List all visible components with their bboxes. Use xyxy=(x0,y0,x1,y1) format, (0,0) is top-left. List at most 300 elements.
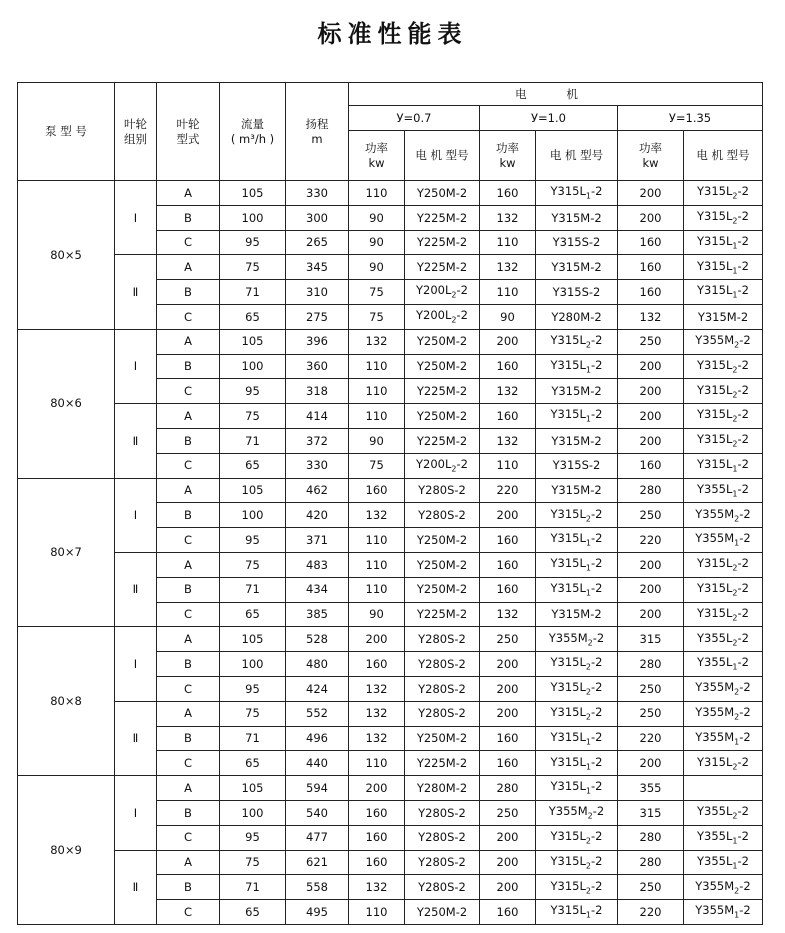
table-cell: 250 xyxy=(618,676,684,701)
table-cell: 160 xyxy=(618,255,684,280)
table-cell: 160 xyxy=(480,552,536,577)
table-cell: Y250M-2 xyxy=(405,354,480,379)
table-cell: 110 xyxy=(349,577,405,602)
table-cell: $Y355L_1-2$ xyxy=(684,652,763,677)
table-cell: $Y315L_2-2$ xyxy=(536,875,618,900)
table-cell: 424 xyxy=(286,676,349,701)
table-row xyxy=(18,255,763,280)
table-cell: 200 xyxy=(618,379,684,404)
table-cell: 483 xyxy=(286,552,349,577)
table-cell: 95 xyxy=(220,825,286,850)
table-cell: $Y200L_2-2$ xyxy=(405,280,480,305)
performance-table xyxy=(17,82,763,925)
header-eff-1.35: У=1.35 xyxy=(618,106,763,131)
table-cell: $Y315L_2-2$ xyxy=(684,354,763,379)
table-cell: A xyxy=(157,701,220,726)
table-cell: C xyxy=(157,900,220,925)
table-cell: $Y315L_1-2$ xyxy=(536,726,618,751)
table-cell: 200 xyxy=(480,875,536,900)
table-cell: 110 xyxy=(349,528,405,553)
table-cell: 71 xyxy=(220,280,286,305)
table-cell: 250 xyxy=(480,627,536,652)
table-cell: 220 xyxy=(618,726,684,751)
table-row xyxy=(18,404,763,429)
table-cell: 355 xyxy=(618,776,684,801)
table-cell: Y250M-2 xyxy=(405,329,480,354)
table-cell: Y225M-2 xyxy=(405,230,480,255)
table-cell: 200 xyxy=(618,428,684,453)
table-cell: $Y355M_2-2$ xyxy=(684,676,763,701)
table-cell: Y315M-2 xyxy=(536,255,618,280)
table-cell: $Y315L_2-2$ xyxy=(536,825,618,850)
table-cell: 65 xyxy=(220,751,286,776)
table-cell: Y280S-2 xyxy=(405,652,480,677)
table-cell: 621 xyxy=(286,850,349,875)
table-cell: 75 xyxy=(349,280,405,305)
table-cell: C xyxy=(157,528,220,553)
table-cell: Y315M-2 xyxy=(684,304,763,329)
table-cell: 200 xyxy=(618,181,684,206)
header-motor-model: 电 机 型号 xyxy=(536,131,618,181)
table-cell: $Y355M_2-2$ xyxy=(684,875,763,900)
table-cell: $Y315L_2-2$ xyxy=(684,205,763,230)
table-row xyxy=(18,329,763,354)
table-cell: $Y315L_2-2$ xyxy=(536,503,618,528)
table-cell: B xyxy=(157,875,220,900)
table-cell: 315 xyxy=(618,627,684,652)
table-cell: 496 xyxy=(286,726,349,751)
table-cell: 265 xyxy=(286,230,349,255)
table-cell: 250 xyxy=(480,800,536,825)
table-cell: 100 xyxy=(220,652,286,677)
table-cell: $Y315L_2-2$ xyxy=(684,379,763,404)
table-cell: Y250M-2 xyxy=(405,181,480,206)
table-cell: 480 xyxy=(286,652,349,677)
table-cell: Y225M-2 xyxy=(405,751,480,776)
table-cell: 110 xyxy=(480,230,536,255)
table-cell: 200 xyxy=(349,627,405,652)
table-cell: 371 xyxy=(286,528,349,553)
pump-model-cell: 80×7 xyxy=(18,478,115,627)
table-cell: C xyxy=(157,676,220,701)
table-cell: 495 xyxy=(286,900,349,925)
table-cell: Y250M-2 xyxy=(405,404,480,429)
table-cell: Y225M-2 xyxy=(405,428,480,453)
table-row xyxy=(18,850,763,875)
table-cell: C xyxy=(157,379,220,404)
table-cell: 385 xyxy=(286,602,349,627)
table-cell: $Y200L_2-2$ xyxy=(405,304,480,329)
table-cell: $Y355M_2-2$ xyxy=(684,329,763,354)
impeller-group-cell: Ⅱ xyxy=(115,850,157,924)
table-cell: 95 xyxy=(220,230,286,255)
table-cell: B xyxy=(157,800,220,825)
table-cell: 360 xyxy=(286,354,349,379)
table-cell: 200 xyxy=(618,354,684,379)
impeller-group-cell: Ⅰ xyxy=(115,181,157,255)
table-cell: 275 xyxy=(286,304,349,329)
impeller-group-cell: Ⅱ xyxy=(115,552,157,626)
table-cell: 71 xyxy=(220,577,286,602)
impeller-group-cell: Ⅱ xyxy=(115,701,157,775)
table-cell: 280 xyxy=(618,850,684,875)
table-cell: 132 xyxy=(480,428,536,453)
header-power: 功率 kw xyxy=(349,131,405,181)
table-cell: 90 xyxy=(480,304,536,329)
table-cell: A xyxy=(157,478,220,503)
table-cell: 250 xyxy=(618,329,684,354)
table-cell: 220 xyxy=(618,900,684,925)
table-cell: 200 xyxy=(618,751,684,776)
table-cell: 200 xyxy=(349,776,405,801)
table-cell: $Y315L_1-2$ xyxy=(536,528,618,553)
table-cell: Y225M-2 xyxy=(405,255,480,280)
header-impeller-type: 叶轮 型式 xyxy=(157,83,220,181)
table-cell: Y315M-2 xyxy=(536,478,618,503)
table-cell: 528 xyxy=(286,627,349,652)
table-cell: $Y315L_1-2$ xyxy=(684,453,763,478)
table-cell: Y250M-2 xyxy=(405,552,480,577)
table-cell: 318 xyxy=(286,379,349,404)
table-cell: 132 xyxy=(349,503,405,528)
table-cell: $Y355L_1-2$ xyxy=(684,850,763,875)
table-cell: 200 xyxy=(480,652,536,677)
table-cell: C xyxy=(157,230,220,255)
table-cell: $Y315L_2-2$ xyxy=(684,602,763,627)
table-cell: 100 xyxy=(220,205,286,230)
table-cell: Y315S-2 xyxy=(536,230,618,255)
table-cell: 200 xyxy=(480,676,536,701)
table-cell: 552 xyxy=(286,701,349,726)
table-cell: Y315S-2 xyxy=(536,453,618,478)
header-impeller-group: 叶轮 组别 xyxy=(115,83,157,181)
table-cell: Y315M-2 xyxy=(536,428,618,453)
table-cell: Y280S-2 xyxy=(405,875,480,900)
table-cell: 160 xyxy=(618,230,684,255)
header-power: 功率 kw xyxy=(618,131,684,181)
table-cell: B xyxy=(157,652,220,677)
table-cell: A xyxy=(157,181,220,206)
table-cell: $Y355M_2-2$ xyxy=(536,627,618,652)
table-cell: 132 xyxy=(480,205,536,230)
table-cell: Y225M-2 xyxy=(405,205,480,230)
table-cell: B xyxy=(157,503,220,528)
table-cell: 95 xyxy=(220,379,286,404)
table-cell: $Y315L_2-2$ xyxy=(536,652,618,677)
table-cell: 280 xyxy=(618,478,684,503)
table-cell: 110 xyxy=(349,900,405,925)
table-cell: 200 xyxy=(480,701,536,726)
impeller-group-cell: Ⅰ xyxy=(115,776,157,850)
header-flow: 流量 ( m³/h ) xyxy=(220,83,286,181)
table-cell: 110 xyxy=(349,751,405,776)
table-cell: A xyxy=(157,329,220,354)
table-cell: 420 xyxy=(286,503,349,528)
table-cell: Y280S-2 xyxy=(405,825,480,850)
table-cell: 594 xyxy=(286,776,349,801)
table-cell: C xyxy=(157,453,220,478)
table-cell: 372 xyxy=(286,428,349,453)
table-cell: $Y315L_1-2$ xyxy=(536,404,618,429)
table-row xyxy=(18,478,763,503)
table-cell: 160 xyxy=(480,354,536,379)
table-cell: 100 xyxy=(220,503,286,528)
table-cell: B xyxy=(157,354,220,379)
table-cell: $Y355L_1-2$ xyxy=(684,478,763,503)
impeller-group-cell: Ⅰ xyxy=(115,478,157,552)
table-cell: 160 xyxy=(618,280,684,305)
table-cell: 558 xyxy=(286,875,349,900)
table-cell: 160 xyxy=(480,577,536,602)
table-cell: Y280S-2 xyxy=(405,478,480,503)
table-cell: Y280S-2 xyxy=(405,800,480,825)
table-cell: $Y315L_1-2$ xyxy=(536,577,618,602)
table-cell: 280 xyxy=(480,776,536,801)
table-body xyxy=(18,181,763,925)
table-cell: A xyxy=(157,627,220,652)
table-cell: $Y315L_1-2$ xyxy=(536,354,618,379)
table-cell: 310 xyxy=(286,280,349,305)
table-cell: A xyxy=(157,552,220,577)
table-cell: 434 xyxy=(286,577,349,602)
table-cell: 132 xyxy=(349,875,405,900)
table-cell: A xyxy=(157,255,220,280)
table-cell: B xyxy=(157,205,220,230)
table-cell: 65 xyxy=(220,304,286,329)
table-cell: C xyxy=(157,602,220,627)
table-cell: 160 xyxy=(480,726,536,751)
table-cell: 200 xyxy=(480,825,536,850)
table-cell: 200 xyxy=(618,552,684,577)
table-cell: $Y355M_1-2$ xyxy=(684,528,763,553)
table-cell: $Y355L_2-2$ xyxy=(684,800,763,825)
header-motor-model: 电 机 型号 xyxy=(684,131,763,181)
table-cell: 75 xyxy=(220,701,286,726)
table-cell: 330 xyxy=(286,181,349,206)
table-cell: 200 xyxy=(618,404,684,429)
table-cell: 250 xyxy=(618,875,684,900)
table-cell: B xyxy=(157,280,220,305)
table-cell: $Y315L_1-2$ xyxy=(536,900,618,925)
table-cell: 75 xyxy=(220,850,286,875)
table-cell: 200 xyxy=(480,850,536,875)
table-cell: $Y315L_1-2$ xyxy=(684,230,763,255)
table-cell: C xyxy=(157,751,220,776)
table-cell xyxy=(684,776,763,801)
table-cell: $Y315L_2-2$ xyxy=(684,751,763,776)
table-cell: 75 xyxy=(220,552,286,577)
table-cell: Y280S-2 xyxy=(405,503,480,528)
pump-model-cell: 80×6 xyxy=(18,329,115,478)
table-cell: 540 xyxy=(286,800,349,825)
table-cell: 160 xyxy=(480,751,536,776)
header-motor-model: 电 机 型号 xyxy=(405,131,480,181)
table-cell: 75 xyxy=(220,255,286,280)
table-cell: 132 xyxy=(349,701,405,726)
impeller-group-cell: Ⅱ xyxy=(115,255,157,329)
table-cell: $Y315L_2-2$ xyxy=(536,329,618,354)
table-cell: 132 xyxy=(618,304,684,329)
table-cell: 160 xyxy=(480,900,536,925)
header-head: 扬程 m xyxy=(286,83,349,181)
table-cell: 160 xyxy=(349,800,405,825)
table-cell: 160 xyxy=(349,825,405,850)
table-cell: $Y315L_2-2$ xyxy=(684,577,763,602)
table-cell: A xyxy=(157,404,220,429)
table-cell: $Y355L_2-2$ xyxy=(684,627,763,652)
table-cell: 132 xyxy=(480,379,536,404)
table-cell: 65 xyxy=(220,602,286,627)
table-cell: 280 xyxy=(618,652,684,677)
table-cell: 110 xyxy=(349,354,405,379)
table-cell: 396 xyxy=(286,329,349,354)
table-cell: 160 xyxy=(480,181,536,206)
table-cell: $Y355M_2-2$ xyxy=(684,503,763,528)
table-cell: 90 xyxy=(349,428,405,453)
table-cell: A xyxy=(157,776,220,801)
table-cell: B xyxy=(157,577,220,602)
table-cell: 100 xyxy=(220,800,286,825)
table-row xyxy=(18,552,763,577)
table-cell: 160 xyxy=(480,528,536,553)
table-cell: 200 xyxy=(618,602,684,627)
header-pump-model: 泵 型 号 xyxy=(18,83,115,181)
table-cell: 160 xyxy=(349,652,405,677)
table-cell: Y250M-2 xyxy=(405,726,480,751)
table-cell: $Y315L_2-2$ xyxy=(536,701,618,726)
table-cell: 71 xyxy=(220,428,286,453)
table-cell: B xyxy=(157,428,220,453)
table-cell: 315 xyxy=(618,800,684,825)
table-cell: 90 xyxy=(349,205,405,230)
table-cell: 105 xyxy=(220,181,286,206)
table-cell: A xyxy=(157,850,220,875)
table-cell: 110 xyxy=(480,280,536,305)
table-cell: 440 xyxy=(286,751,349,776)
header-eff-1.0: У=1.0 xyxy=(480,106,618,131)
table-cell: C xyxy=(157,304,220,329)
table-cell: Y280S-2 xyxy=(405,850,480,875)
table-row xyxy=(18,627,763,652)
table-cell: 250 xyxy=(618,701,684,726)
page-title: 标准性能表 xyxy=(317,19,468,48)
table-cell: $Y355M_2-2$ xyxy=(536,800,618,825)
header-eff-0.7: У=0.7 xyxy=(349,106,480,131)
table-cell: Y250M-2 xyxy=(405,577,480,602)
table-cell: 300 xyxy=(286,205,349,230)
table-cell: 110 xyxy=(349,404,405,429)
table-cell: Y250M-2 xyxy=(405,528,480,553)
table-cell: 105 xyxy=(220,776,286,801)
table-cell: $Y315L_2-2$ xyxy=(684,181,763,206)
table-cell: C xyxy=(157,825,220,850)
table-cell: 330 xyxy=(286,453,349,478)
table-row xyxy=(18,181,763,206)
table-cell: 105 xyxy=(220,627,286,652)
table-cell: Y280M-2 xyxy=(536,304,618,329)
table-cell: 160 xyxy=(618,453,684,478)
table-cell: Y280S-2 xyxy=(405,676,480,701)
table-cell: Y315M-2 xyxy=(536,379,618,404)
table-cell: $Y315L_1-2$ xyxy=(536,181,618,206)
table-cell: 75 xyxy=(220,404,286,429)
table-cell: 95 xyxy=(220,528,286,553)
table-cell: 220 xyxy=(480,478,536,503)
table-cell: 250 xyxy=(618,503,684,528)
pump-model-cell: 80×9 xyxy=(18,776,115,925)
table-cell: $Y315L_1-2$ xyxy=(536,751,618,776)
table-cell: 160 xyxy=(349,478,405,503)
table-cell: 414 xyxy=(286,404,349,429)
header-power: 功率 kw xyxy=(480,131,536,181)
table-cell: 71 xyxy=(220,875,286,900)
table-cell: $Y355L_1-2$ xyxy=(684,825,763,850)
table-cell: 75 xyxy=(349,453,405,478)
impeller-group-cell: Ⅰ xyxy=(115,329,157,403)
table-cell: 200 xyxy=(480,503,536,528)
table-cell: 105 xyxy=(220,478,286,503)
table-cell: $Y315L_1-2$ xyxy=(684,280,763,305)
table-cell: 110 xyxy=(349,181,405,206)
table-cell: $Y315L_1-2$ xyxy=(536,552,618,577)
table-cell: 132 xyxy=(349,329,405,354)
table-cell: 280 xyxy=(618,825,684,850)
pump-model-cell: 80×5 xyxy=(18,181,115,330)
table-cell: 345 xyxy=(286,255,349,280)
table-cell: 75 xyxy=(349,304,405,329)
table-cell: 462 xyxy=(286,478,349,503)
table-cell: 132 xyxy=(349,676,405,701)
table-cell: 200 xyxy=(480,329,536,354)
table-cell: 200 xyxy=(618,205,684,230)
table-cell: 65 xyxy=(220,453,286,478)
table-cell: $Y315L_1-2$ xyxy=(684,255,763,280)
table-cell: 110 xyxy=(349,379,405,404)
table-cell: Y315M-2 xyxy=(536,205,618,230)
table-cell: $Y315L_2-2$ xyxy=(684,552,763,577)
pump-model-cell: 80×8 xyxy=(18,627,115,776)
table-cell: 110 xyxy=(349,552,405,577)
table-cell: 160 xyxy=(349,850,405,875)
table-cell: 132 xyxy=(480,602,536,627)
table-cell: 200 xyxy=(618,577,684,602)
table-row xyxy=(18,776,763,801)
table-cell: Y225M-2 xyxy=(405,602,480,627)
table-cell: $Y355M_1-2$ xyxy=(684,726,763,751)
impeller-group-cell: Ⅱ xyxy=(115,404,157,478)
table-cell: $Y315L_2-2$ xyxy=(684,428,763,453)
table-cell: 132 xyxy=(349,726,405,751)
table-cell: Y250M-2 xyxy=(405,900,480,925)
table-cell: 100 xyxy=(220,354,286,379)
table-cell: 477 xyxy=(286,825,349,850)
table-cell: Y315M-2 xyxy=(536,602,618,627)
table-cell: $Y315L_2-2$ xyxy=(536,850,618,875)
table-cell: 90 xyxy=(349,255,405,280)
table-cell: $Y355M_2-2$ xyxy=(684,701,763,726)
header-motor: 电 机 xyxy=(349,83,763,106)
table-cell: Y280M-2 xyxy=(405,776,480,801)
table-cell: Y280S-2 xyxy=(405,627,480,652)
table-cell: $Y315L_1-2$ xyxy=(536,776,618,801)
table-cell: 65 xyxy=(220,900,286,925)
table-cell: $Y355M_1-2$ xyxy=(684,900,763,925)
table-cell: 95 xyxy=(220,676,286,701)
table-cell: Y225M-2 xyxy=(405,379,480,404)
table-row xyxy=(18,701,763,726)
table-cell: 220 xyxy=(618,528,684,553)
table-cell: $Y200L_2-2$ xyxy=(405,453,480,478)
